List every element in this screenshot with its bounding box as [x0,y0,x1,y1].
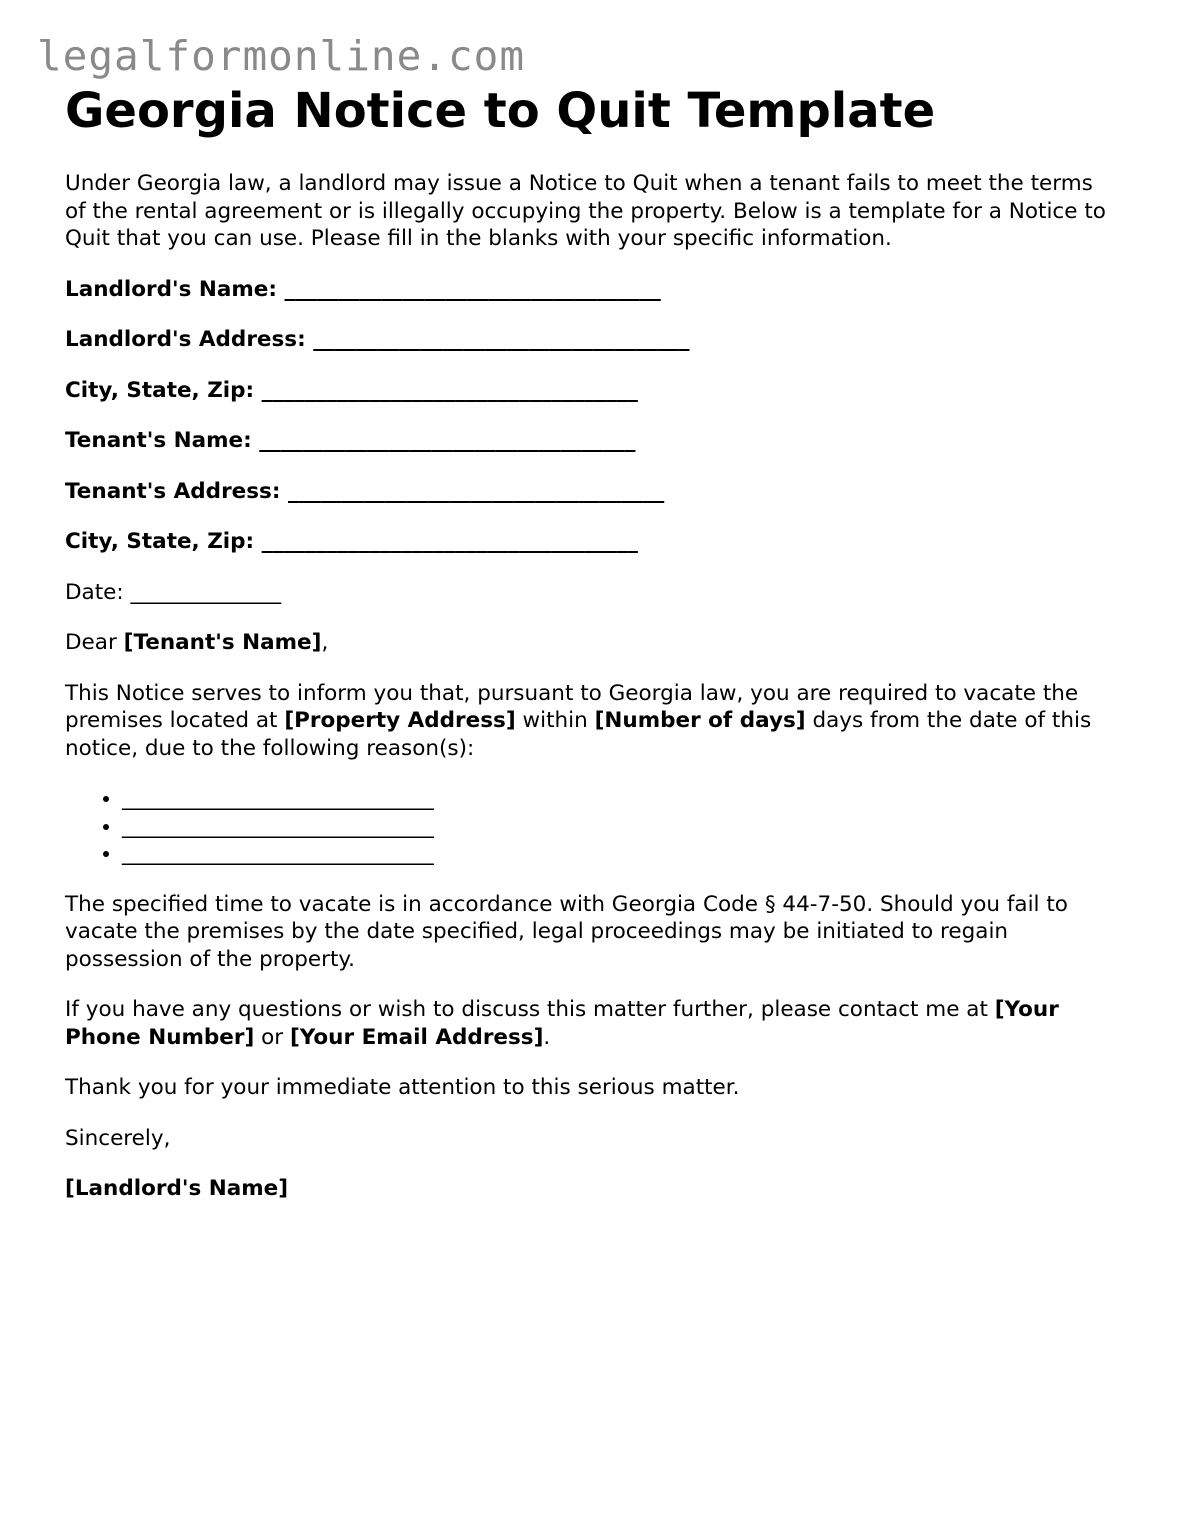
notice-text-3: days from the date of this notice, due to the following reason(s): [65,708,1092,761]
document-page [65,82,1115,1203]
contact-end: . [543,1024,551,1050]
thanks-paragraph: Thank you for your immediate attention to this serious matter. [65,1075,740,1100]
contact-text: If you have any questions or wish to discuss this matter further, please contact me at [65,997,995,1022]
date-field [65,579,1115,607]
reason-item: • _____________________________ [122,840,1115,868]
tenant-address-field [65,478,1115,506]
salutation-prefix: Dear [65,630,124,655]
field-label: City, State, Zip: [65,529,255,554]
landlord-city-state-zip-field [65,377,1115,405]
intro-paragraph: Under Georgia law, a landlord may issue a Notice to Quit when a tenant fails to meet the terms of the rental agreement or is illegally occupying the property. Below is a template for a Notice to Quit that you can use. Please fill in the blanks with your specific information. [65,171,1106,251]
landlord-address-field [65,326,1115,354]
reason-item: • _____________________________ [122,813,1115,841]
salutation [65,629,1115,657]
tenant-city-state-zip-field [65,528,1115,556]
page-title: Georgia Notice to Quit Template [65,83,936,139]
field-label: Tenant's Name: [65,428,252,453]
contact-paragraph [65,996,1115,1051]
field-label: City, State, Zip: [65,377,255,403]
notice-paragraph [65,680,1115,763]
field-blank: ___________________________________ [313,327,690,352]
notice-text-1: This Notice serves to inform you that, pursuant to Georgia law, you are required to vacate the premises located at [65,680,1079,733]
reason-item: • _____________________________ [122,785,1115,813]
field-blank: ___________________________________ [259,428,636,453]
tenant-name-field [65,427,1115,455]
landlord-name-field [65,276,1115,304]
code-paragraph: The specified time to vacate is in accordance with Georgia Code § 44-7-50. Should you fail to vacate the premises by the date specified, legal proceedings may be initiated to regain possession of the property. [65,891,1068,972]
field-blank: ___________________________________ [261,377,638,403]
number-of-days-placeholder: [Number of days] [594,708,806,733]
field-label: Tenant's Address: [65,478,281,504]
landlord-name-placeholder: [Landlord's Name] [65,1176,289,1201]
signature [65,1175,1115,1203]
property-address-placeholder: [Property Address] [284,708,516,733]
field-label: Landlord's Address: [65,327,306,352]
notice-text-2: within [515,708,595,733]
contact-or: or [254,1024,290,1050]
field-blank: ___________________________________ [287,478,665,504]
watermark: legalformonline.com [37,32,525,80]
field-label: Landlord's Name: [65,276,277,302]
field-blank: ___________________________________ [284,276,661,302]
tenant-name-placeholder: [Tenant's Name] [123,630,322,655]
reasons-list [65,785,1115,868]
date-blank: ______________ [130,579,281,605]
salutation-suffix: , [321,630,329,655]
closing: Sincerely, [65,1125,171,1151]
field-blank: ___________________________________ [261,529,638,554]
phone-placeholder: [Your Phone Number] [65,997,1059,1050]
date-label: Date: [65,579,124,605]
email-placeholder: [Your Email Address] [289,1024,544,1050]
